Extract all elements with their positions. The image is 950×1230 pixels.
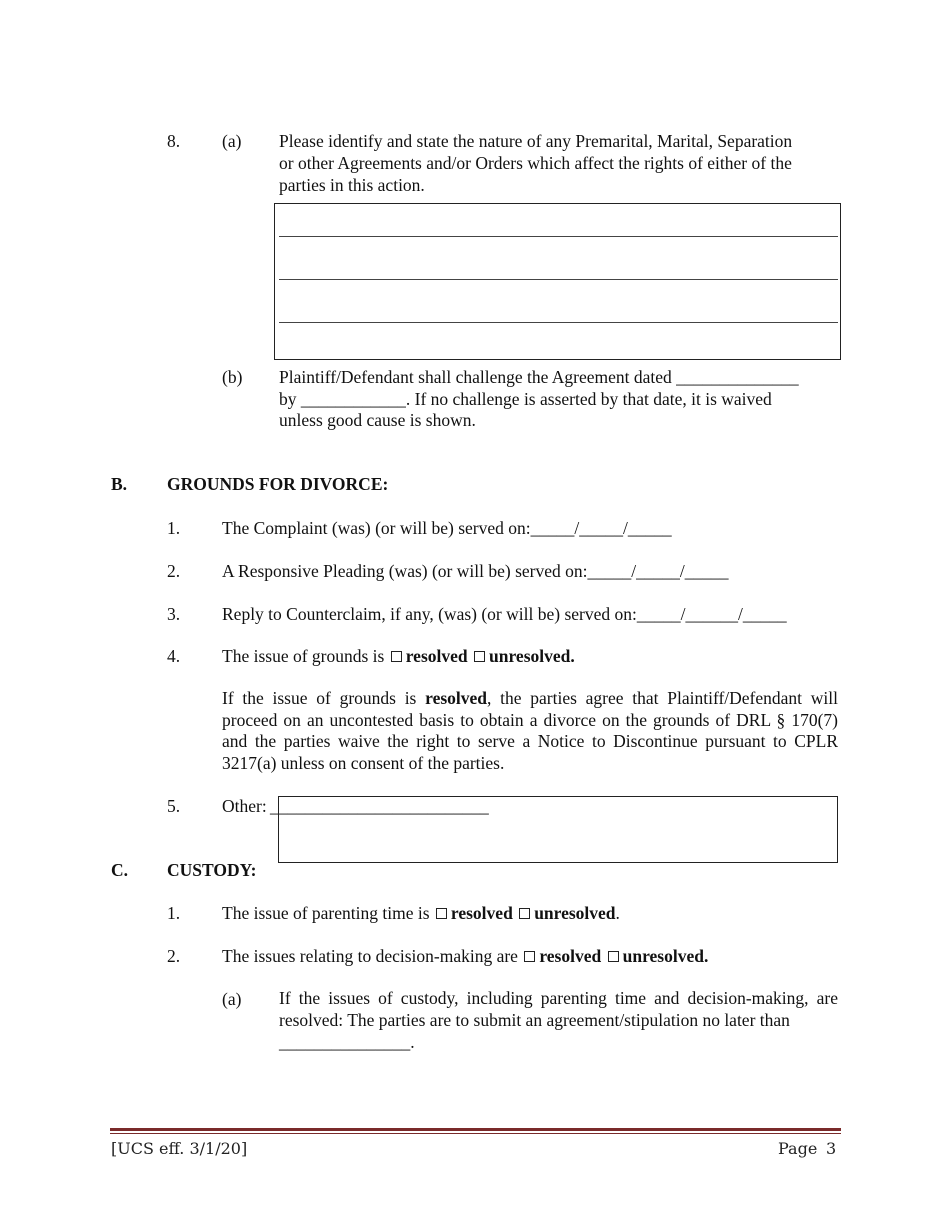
- footer-rule-thick: [110, 1128, 841, 1131]
- answer-line-1: [279, 236, 838, 237]
- parenting-prefix: The issue of parenting time is: [222, 903, 430, 923]
- parenting-unresolved-label: unresolved: [534, 903, 616, 923]
- b-item-3-number: 3.: [167, 604, 181, 624]
- item-8a-label: (a): [222, 131, 242, 151]
- grounds-unresolved-checkbox[interactable]: [474, 651, 485, 662]
- c-item-2a-blank: _______________.: [279, 1032, 415, 1052]
- item-8b-line-1: Plaintiff/Defendant shall challenge the Agreement dated ______________: [279, 367, 799, 387]
- b-item-3-text: Reply to Counterclaim, if any, (was) (or will be) served on:_____/______/_____: [222, 604, 787, 624]
- answer-line-2: [279, 279, 838, 280]
- section-c-title: CUSTODY:: [167, 860, 257, 880]
- item-8a-line-1: Please identify and state the nature of any Premarital, Marital, Separation: [279, 131, 793, 151]
- footer-page-label: Page: [778, 1139, 818, 1158]
- decision-unresolved-checkbox[interactable]: [608, 951, 619, 962]
- para-post: , the parties agree that Plaintiff/Defendant will proceed on an uncontested basis to obtain a divorce on the grounds of DRL § 170(7) and the parties waive the right to serve a Notice to Discontinue pursuant to CPLR 3217(a) unless on consent of the parties.: [222, 688, 838, 773]
- grounds-resolved-checkbox[interactable]: [391, 651, 402, 662]
- b-item-2-number: 2.: [167, 561, 181, 581]
- section-b-letter: B.: [111, 474, 128, 494]
- item-8a-line-3: parties in this action.: [279, 175, 425, 195]
- section-c-letter: C.: [111, 860, 129, 880]
- other-text-box[interactable]: [278, 796, 838, 863]
- b-item-4-line: [222, 645, 575, 667]
- agreements-text-area[interactable]: [274, 203, 841, 360]
- grounds-resolved-paragraph: [222, 688, 838, 774]
- section-b-title: GROUNDS FOR DIVORCE:: [167, 474, 389, 494]
- grounds-resolved-label: resolved: [405, 646, 468, 666]
- item-8b-line-3: unless good cause is shown.: [279, 410, 476, 430]
- b-item-2-text: A Responsive Pleading (was) (or will be) served on:_____/_____/_____: [222, 561, 729, 581]
- parenting-suffix: .: [615, 903, 620, 923]
- item-8-number: 8.: [167, 131, 181, 151]
- c-item-2-number: 2.: [167, 946, 181, 966]
- c-item-2a-text: If the issues of custody, including parenting time and decision-making, are resolved: The parties are to submit an agreement/stipulation no later than: [279, 988, 838, 1030]
- para-bold-resolved: resolved: [425, 688, 488, 708]
- c-item-1-number: 1.: [167, 903, 181, 923]
- parenting-resolved-checkbox[interactable]: [436, 908, 447, 919]
- answer-line-3: [279, 322, 838, 323]
- b-item-4-number: 4.: [167, 646, 181, 666]
- decision-resolved-checkbox[interactable]: [524, 951, 535, 962]
- item-8b-label: (b): [222, 367, 243, 387]
- footer-form-id: [UCS eff. 3/1/20]: [111, 1139, 248, 1158]
- item-8a-line-2: or other Agreements and/or Orders which affect the rights of either of the: [279, 153, 792, 173]
- parenting-unresolved-checkbox[interactable]: [519, 908, 530, 919]
- parenting-resolved-label: resolved: [450, 903, 513, 923]
- b-item-5-number: 5.: [167, 796, 181, 816]
- footer-page-number: 3: [826, 1139, 837, 1158]
- c-item-1-line: [222, 902, 620, 924]
- decision-unresolved-label: unresolved.: [622, 946, 709, 966]
- c-item-2-line: [222, 945, 708, 967]
- grounds-prefix: The issue of grounds is: [222, 646, 385, 666]
- other-blank-line: _________________________: [270, 796, 489, 816]
- footer-rule-thin: [110, 1133, 841, 1134]
- item-8b-line-2: by ____________. If no challenge is asserted by that date, it is waived: [279, 389, 772, 409]
- b-item-1-text: The Complaint (was) (or will be) served on:_____/_____/_____: [222, 518, 672, 538]
- b-item-5-label: Other:: [222, 796, 267, 816]
- b-item-1-number: 1.: [167, 518, 181, 538]
- grounds-unresolved-label: unresolved.: [489, 646, 575, 666]
- c-item-2a-label: (a): [222, 989, 242, 1009]
- decision-resolved-label: resolved: [539, 946, 602, 966]
- para-pre: If the issue of grounds is: [222, 688, 426, 708]
- decision-prefix: The issues relating to decision-making are: [222, 946, 518, 966]
